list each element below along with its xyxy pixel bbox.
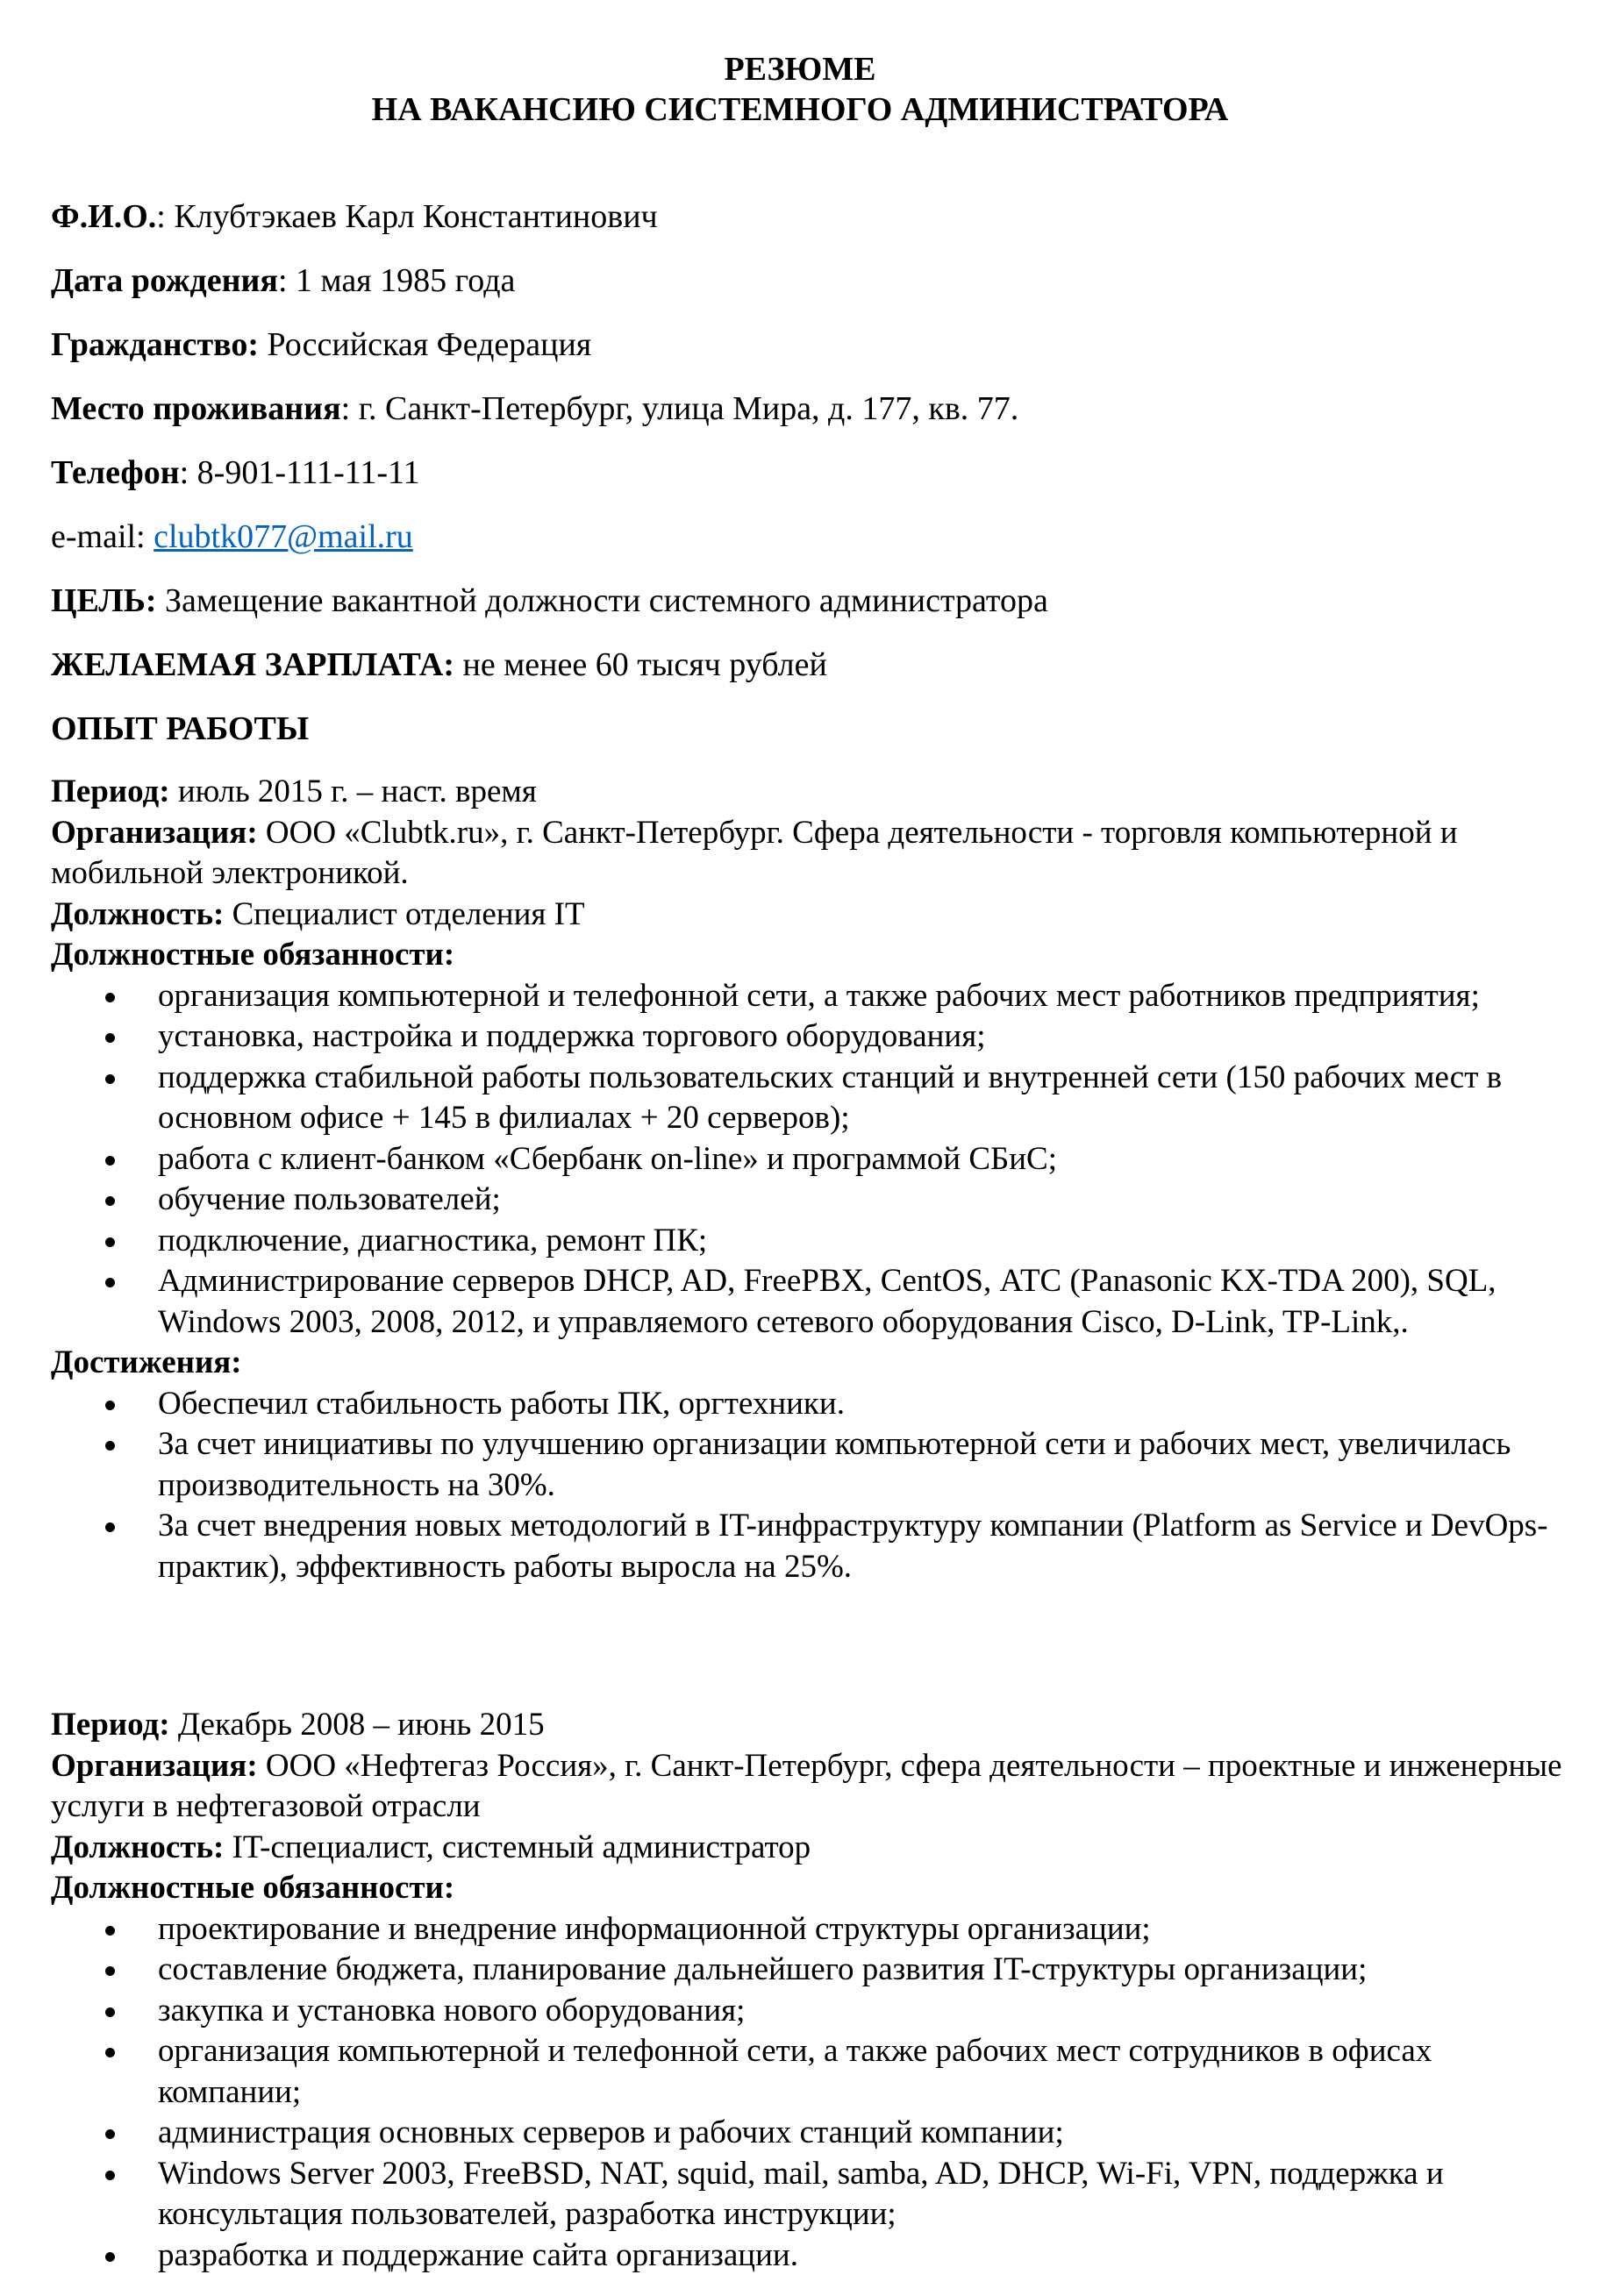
bullet-icon — [105, 1156, 115, 1166]
bullet-icon — [105, 1033, 115, 1043]
bullet-icon — [105, 1926, 115, 1936]
position-label: Должность: — [51, 1829, 225, 1865]
list-item — [51, 2113, 1577, 2154]
organization-label: Организация: — [51, 814, 258, 851]
list-item-text: Обеспечил стабильность работы ПК, оргтехники. — [158, 1385, 845, 1422]
bullet-icon — [105, 1237, 115, 1247]
list-item — [51, 2154, 1577, 2235]
list-item-text: организация компьютерной и телефонной сети, а также рабочих мест работников предприятия; — [158, 977, 1480, 1014]
list-item — [51, 1180, 1577, 1221]
goal-value: Замещение вакантной должности системного администратора — [156, 582, 1048, 619]
list-item — [51, 1424, 1577, 1506]
salary-value: не менее 60 тысяч рублей — [454, 646, 827, 683]
duties-list — [51, 1909, 1577, 2277]
citizenship-field — [51, 324, 591, 365]
fio-field — [51, 196, 658, 237]
bullet-icon — [105, 1522, 115, 1532]
achievements-list — [51, 1384, 1577, 1588]
job-period — [51, 772, 1577, 813]
bullet-icon — [105, 1441, 115, 1451]
citizenship-label: Гражданство: — [51, 326, 260, 363]
organization-label: Организация: — [51, 1747, 258, 1784]
phone-field — [51, 453, 420, 493]
period-label: Период: — [51, 1707, 170, 1743]
list-item-text: поддержка стабильной работы пользовательских станций и внутренней сети (150 рабочих мест в основном офисе + 145 в филиалах + 20 серверов); — [158, 1059, 1503, 1136]
residence-field — [51, 389, 1018, 429]
list-item — [51, 1016, 1577, 1058]
job-position — [51, 1828, 1577, 1869]
list-item-text: работа с клиент-банком «Сбербанк on-line» и программой СБиС; — [158, 1140, 1058, 1177]
residence-label: Место проживания — [51, 390, 341, 427]
job-entry — [51, 1705, 1577, 2276]
list-item-text: подключение, диагностика, ремонт ПК; — [158, 1222, 708, 1259]
list-item — [51, 1221, 1577, 1262]
list-item — [51, 1384, 1577, 1425]
duties-label: Должностные обязанности: — [51, 1870, 455, 1906]
bullet-icon — [105, 2048, 115, 2057]
list-item-text: За счет инициативы по улучшению организации компьютерной сети и рабочих мест, увеличилась производительность на 30%. — [158, 1426, 1511, 1503]
bullet-icon — [105, 1196, 115, 1206]
fio-label: Ф.И.О. — [51, 198, 157, 235]
list-item — [51, 1139, 1577, 1180]
duties-label: Должностные обязанности: — [51, 937, 455, 973]
list-item-text: закупка и установка нового оборудования; — [158, 1992, 746, 2029]
salary-field — [51, 645, 827, 685]
goal-label: ЦЕЛЬ: — [51, 582, 157, 619]
list-item — [51, 976, 1577, 1017]
bullet-icon — [105, 1074, 115, 1084]
experience-heading: ОПЫТ РАБОТЫ — [51, 710, 310, 747]
period-value: июль 2015 г. – наст. время — [169, 774, 537, 809]
bullet-icon — [105, 2129, 115, 2139]
bullet-icon — [105, 1401, 115, 1410]
list-item — [51, 2235, 1577, 2277]
list-item — [51, 1058, 1577, 1139]
bullet-icon — [105, 993, 115, 1002]
bullet-icon — [105, 2252, 115, 2262]
job-entry — [51, 772, 1577, 1587]
position-label: Должность: — [51, 895, 225, 932]
list-item-text: За счет внедрения новых методологий в IT-инфраструктуру компании (Platform as Service и DevOps-практик), эффективность работы выросла на 25%. — [158, 1508, 1548, 1585]
bullet-icon — [105, 1278, 115, 1287]
job-organization — [51, 813, 1577, 895]
email-link[interactable]: clubtk077@mail.ru — [154, 518, 413, 555]
goal-field — [51, 581, 1048, 621]
organization-value: ООО «Clubtk.ru», г. Санкт-Петербург. Сфера деятельности - торговля компьютерной и мобильной электроникой. — [51, 814, 1458, 891]
list-item — [51, 1506, 1577, 1587]
list-item-text: администрация основных серверов и рабочих станций компании; — [158, 2114, 1064, 2150]
salary-label: ЖЕЛАЕМАЯ ЗАРПЛАТА: — [51, 646, 455, 683]
bullet-icon — [105, 1966, 115, 1976]
email-label: e-mail: — [51, 518, 154, 555]
list-item — [51, 1950, 1577, 1991]
citizenship-value: Российская Федерация — [259, 326, 592, 363]
job-period — [51, 1705, 1577, 1746]
list-item — [51, 1991, 1577, 2032]
list-item — [51, 1909, 1577, 1950]
list-item-text: разработка и поддержание сайта организации. — [158, 2236, 798, 2273]
dob-value: : 1 мая 1985 года — [277, 262, 516, 299]
list-item-text: обучение пользователей; — [158, 1181, 501, 1217]
dob-field — [51, 260, 515, 301]
organization-value: ООО «Нефтегаз Россия», г. Санкт-Петербург, сфера деятельности – проектные и инженерные услуги в нефтегазовой отрасли — [51, 1747, 1562, 1824]
achievements-label: Достижения: — [51, 1344, 242, 1380]
list-item-text: организация компьютерной и телефонной сети, а также рабочих мест сотрудников в офисах компании; — [158, 2033, 1432, 2110]
email-field — [51, 517, 413, 557]
phone-label: Телефон — [51, 454, 180, 491]
list-item-text: установка, настройка и поддержка торгового оборудования; — [158, 1018, 986, 1054]
title-line-1: РЕЗЮМЕ — [724, 51, 876, 88]
period-value: Декабрь 2008 – июнь 2015 — [169, 1707, 545, 1743]
period-label: Период: — [51, 774, 170, 809]
title-line-2: НА ВАКАНСИЮ СИСТЕМНОГО АДМИНИСТРАТОРА — [371, 91, 1229, 128]
position-value: IT-специалист, системный администратор — [224, 1829, 811, 1865]
list-item — [51, 1261, 1577, 1343]
position-value: Специалист отделения IT — [224, 895, 585, 932]
list-item — [51, 2031, 1577, 2113]
list-item-text: составление бюджета, планирование дальнейшего развития IT-структуры организации; — [158, 1951, 1368, 1987]
job-organization — [51, 1746, 1577, 1828]
residence-value: : г. Санкт-Петербург, улица Мира, д. 177, кв. 77. — [340, 390, 1019, 427]
dob-label: Дата рождения — [51, 262, 278, 299]
job-position — [51, 895, 1577, 936]
duties-list — [51, 976, 1577, 1344]
phone-value: : 8-901-111-11-11 — [179, 454, 420, 491]
bullet-icon — [105, 2007, 115, 2017]
list-item-text: Windows Server 2003, FreeBSD, NAT, squid, mail, samba, AD, DHCP, Wi-Fi, VPN, поддержка и консультация пользователей, разработка инструкции; — [158, 2155, 1444, 2232]
list-item-text: проектирование и внедрение информационной структуры организации; — [158, 1910, 1151, 1947]
list-item-text: Администрирование серверов DHCP, AD, FreePBX, CentOS, АТС (Panasonic KX-TDA 200), SQL, Windows 2003, 2008, 2012, и управляемого сетевого оборудования Cisco, D-Link, TP-Link,. — [158, 1263, 1496, 1340]
fio-value: : Клубтэкаев Карл Константинович — [156, 198, 658, 235]
bullet-icon — [105, 2171, 115, 2180]
